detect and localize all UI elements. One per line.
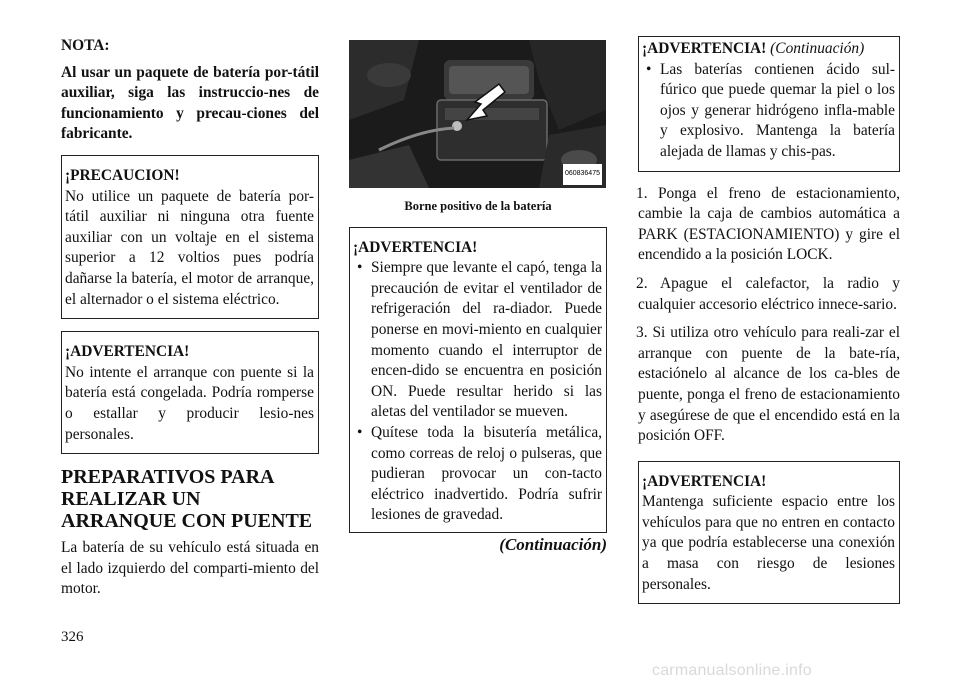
warning-box-spacing [638,461,900,605]
caution-box [61,155,319,319]
warning-box-frozen-battery [61,331,319,454]
list-item: • Quítese toda la bisutería metálica, como correas de reloj o pulseras, que pudieran provocar un con-tacto eléctrico inadvertido. Podría sufrir lesiones de gravedad. [353,423,602,526]
warning-title-continued [642,39,895,60]
column-right [638,36,900,616]
warning-title: ¡ADVERTENCIA! [353,238,478,256]
watermark: carmanualsonline.info [652,662,812,679]
caution-title: ¡PRECAUCION! [65,166,180,184]
step-3: 3. Si utiliza otro vehículo para reali-zar el arranque con puente de la bate-ría, estaciónelo al alcance de los ca-bles de puente, ponga el freno de estacionamiento y asegúrese de que el encendido está en la posición OFF. [636,324,900,445]
warning-text: No intente el arranque con puente si la batería está congelada. Podría romperse o estallar y producir lesio-nes personales. [65,363,314,443]
battery-terminal-photo [349,40,606,188]
step-1: 1. Ponga el freno de estacionamiento, cambie la caja de cambios automática a PARK (ESTACIONAMIENTO) y gire el encendido a la posición LOCK. [636,184,900,264]
note-heading: NOTA: [61,37,110,54]
step-2: 2. Apague el calefactor, la radio y cualquier accesorio eléctrico innece-sario. [636,274,900,313]
section-paragraph: La batería de su vehículo está situada en el lado izquierdo del comparti-miento del motor. [61,539,319,598]
warning-list [642,60,895,163]
warning-box-fan [349,227,607,533]
warning-list [353,258,602,526]
column-left [61,36,319,608]
note-body: Al usar un paquete de batería por-tátil auxiliar, siga las instruccio-nes de funcionamiento y precau-ciones del fabricante. [61,63,319,143]
photo-caption: Borne positivo de la batería [404,199,552,213]
continuation-note: (Continuación) [499,534,607,554]
warning-title: ¡ADVERTENCIA! [642,472,767,490]
section-title: PREPARATIVOS PARA REALIZAR UN ARRANQUE CON PUENTE [61,466,313,533]
warning-title: ¡ADVERTENCIA! [642,40,767,57]
list-item: • Las baterías contienen ácido sul-fúrico que puede quemar la piel o los ojos y generar hidrógeno infla-mable y explosivo. Mantenga la batería alejada de llamas y chis-pas. [642,60,895,163]
page-number: 326 [61,629,84,645]
continuation-label: (Continuación) [770,40,865,57]
warning-title: ¡ADVERTENCIA! [65,343,190,361]
warning-text: Mantenga suficiente espacio entre los vehículos para que no entren en contacto ya que podría establecerse una conexión a masa con riesgo de lesiones personales. [642,493,895,593]
warning-box-continued [638,36,900,172]
column-middle [349,36,607,556]
caution-text: No utilice un paquete de batería por-tátil auxiliar ni ninguna otra fuente auxiliar con un voltaje en el sistema superior a 12 voltios pues podría dañarse la batería, el motor de arranque, el alternador o el sistema eléctrico. [65,187,314,308]
image-code: 060836475 [563,164,602,185]
list-item: • Siempre que levante el capó, tenga la precaución de evitar el ventilador de refrigeración del ra-diador. Puede ponerse en movi-miento en cualquier momento cuando el interruptor de encen-dido se encuentra en posición ON. Puede resultar herido si las aletas del ventilador se mueven. [353,258,602,423]
